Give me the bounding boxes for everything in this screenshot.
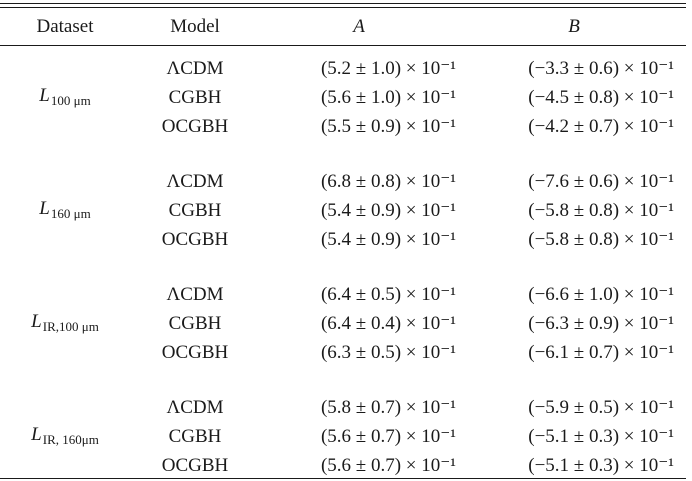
header-dataset: Dataset — [36, 16, 94, 37]
a-cell: (5.6 ± 1.0) × 10⁻¹ — [320, 87, 456, 108]
a-cell: (6.4 ± 0.4) × 10⁻¹ — [320, 313, 456, 334]
table-group-lir160 — [0, 396, 692, 480]
a-cell: (5.4 ± 0.9) × 10⁻¹ — [320, 200, 456, 221]
b-cell: (−3.3 ± 0.6) × 10⁻¹ — [528, 58, 674, 79]
model-cell: ΛCDM — [166, 171, 224, 192]
dataset-subscript: IR,100 μm — [42, 319, 99, 334]
dataset-symbol: L — [39, 85, 50, 106]
table-row — [0, 312, 692, 336]
table-row — [0, 199, 692, 223]
table-row — [0, 454, 692, 478]
header-rule — [0, 45, 686, 46]
model-cell: OCGBH — [161, 342, 229, 363]
bottom-rule — [0, 478, 686, 479]
header-b: B — [568, 16, 580, 37]
b-cell: (−4.5 ± 0.8) × 10⁻¹ — [528, 87, 674, 108]
top-rule-inner — [0, 7, 686, 8]
model-cell: ΛCDM — [166, 284, 224, 305]
a-cell: (5.2 ± 1.0) × 10⁻¹ — [320, 58, 456, 79]
b-cell: (−5.8 ± 0.8) × 10⁻¹ — [528, 200, 674, 221]
a-cell: (5.5 ± 0.9) × 10⁻¹ — [320, 116, 456, 137]
table-row — [0, 425, 692, 449]
b-cell: (−5.1 ± 0.3) × 10⁻¹ — [528, 455, 674, 476]
model-cell: CGBH — [168, 313, 222, 334]
table-row — [0, 396, 692, 420]
b-cell: (−5.9 ± 0.5) × 10⁻¹ — [528, 397, 674, 418]
dataset-subscript: 100 μm — [50, 93, 91, 108]
table-row — [0, 57, 692, 81]
a-cell: (6.3 ± 0.5) × 10⁻¹ — [320, 342, 456, 363]
dataset-subscript: IR, 160μm — [42, 432, 99, 447]
b-cell: (−6.6 ± 1.0) × 10⁻¹ — [528, 284, 674, 305]
b-cell: (−4.2 ± 0.7) × 10⁻¹ — [528, 116, 674, 137]
table-group-l100 — [0, 57, 692, 141]
header-model: Model — [170, 16, 220, 37]
model-cell: ΛCDM — [166, 397, 224, 418]
table-group-l160 — [0, 170, 692, 254]
model-cell: OCGBH — [161, 455, 229, 476]
dataset-symbol: L — [31, 424, 42, 445]
b-cell: (−5.1 ± 0.3) × 10⁻¹ — [528, 426, 674, 447]
model-cell: OCGBH — [161, 229, 229, 250]
b-cell: (−6.3 ± 0.9) × 10⁻¹ — [528, 313, 674, 334]
table-row — [0, 228, 692, 252]
a-cell: (6.8 ± 0.8) × 10⁻¹ — [320, 171, 456, 192]
model-cell: ΛCDM — [166, 58, 224, 79]
table-row — [0, 86, 692, 110]
table-group-lir100 — [0, 283, 692, 367]
model-cell: OCGBH — [161, 116, 229, 137]
dataset-subscript: 160 μm — [50, 206, 91, 221]
dataset-symbol: L — [39, 198, 50, 219]
b-cell: (−5.8 ± 0.8) × 10⁻¹ — [528, 229, 674, 250]
table-row — [0, 341, 692, 365]
top-rule — [0, 3, 686, 4]
model-cell: CGBH — [168, 426, 222, 447]
a-cell: (5.4 ± 0.9) × 10⁻¹ — [320, 229, 456, 250]
a-cell: (5.6 ± 0.7) × 10⁻¹ — [320, 455, 456, 476]
b-cell: (−6.1 ± 0.7) × 10⁻¹ — [528, 342, 674, 363]
header-a: A — [353, 16, 365, 37]
table-row — [0, 283, 692, 307]
a-cell: (5.6 ± 0.7) × 10⁻¹ — [320, 426, 456, 447]
model-cell: CGBH — [168, 87, 222, 108]
b-cell: (−7.6 ± 0.6) × 10⁻¹ — [528, 171, 674, 192]
dataset-symbol: L — [31, 311, 42, 332]
a-cell: (5.8 ± 0.7) × 10⁻¹ — [320, 397, 456, 418]
model-cell: CGBH — [168, 200, 222, 221]
a-cell: (6.4 ± 0.5) × 10⁻¹ — [320, 284, 456, 305]
table-row — [0, 115, 692, 139]
table-row — [0, 170, 692, 194]
